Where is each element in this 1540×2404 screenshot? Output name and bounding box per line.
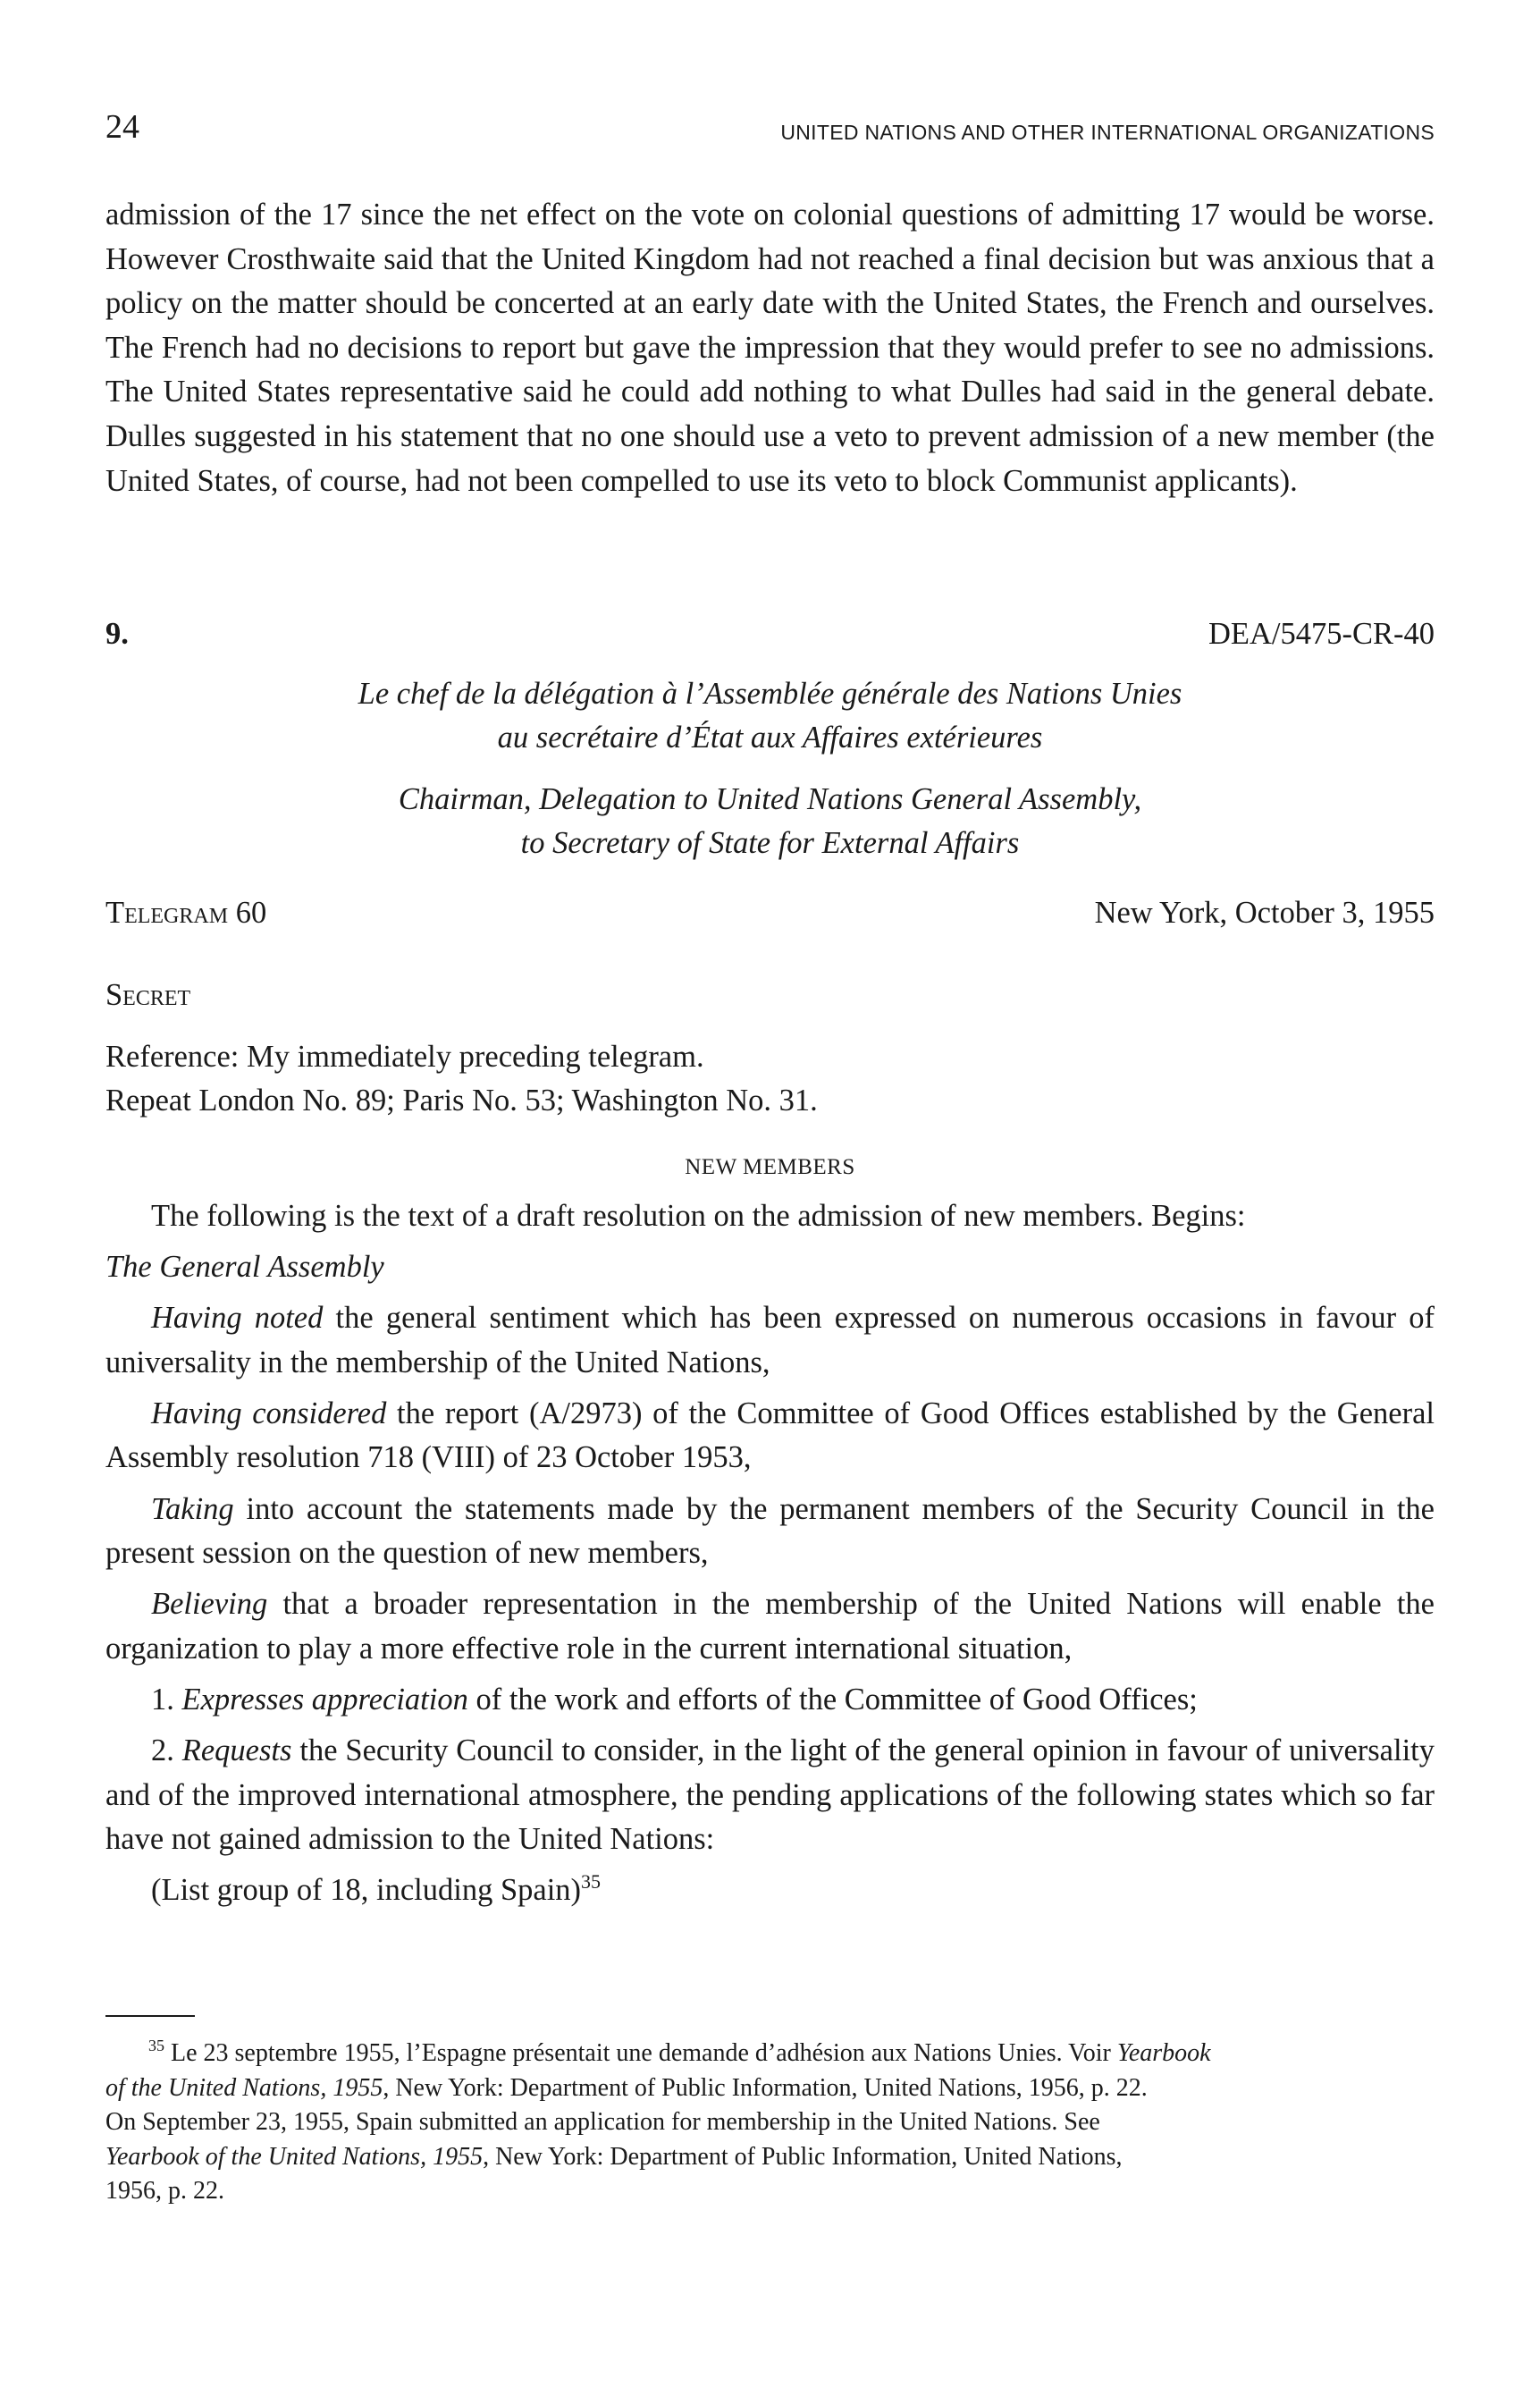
page-header [105,100,1435,154]
draft-resolution [105,1194,1435,1919]
footnote-text: Le 23 septembre 1955, l’Espagne présentait une demande d’adhésion aux Nations Unies. Voir [164,2039,1117,2067]
telegram-label: Telegram 60 [105,896,267,930]
operative-text: of the work and efforts of the Committee of Good Offices; [467,1682,1198,1717]
english-addressee-line-2: to Secretary of State for External Affairs [520,826,1020,860]
reference-block [105,1035,818,1123]
footnote-title: Yearbook of the United Nations, 1955 [105,2142,484,2171]
clause-lead: Taking [151,1491,234,1526]
repeat-line: Repeat London No. 89; Paris No. 53; Washington No. 31. [105,1084,818,1118]
clause-lead: Having considered [151,1396,387,1430]
footnote-line [105,2140,1435,2175]
resolution-intro: The following is the text of a draft resolution on the admission of new members. Begins: [151,1199,1246,1233]
continuation-paragraph: admission of the 17 since the net effect on the vote on colonial questions of admitting 17 would be worse. However Crosthwaite said that the United Kingdom had not reached a final decision but was anxious that a policy on the matter should be concerted at an early date with the United States, the French and ourselves. The French had no decisions to report but gave the impression that they would prefer to see no admissions. The United States representative said he could add nothing to what Dulles had said in the general debate. Dulles suggested in his statement that no one should use a veto to prevent admission of a new member (the United States, of course, had not been compelled to use its veto to block Communist applicants). [105,198,1435,498]
footnote-line [105,2071,1435,2106]
footnote-reference[interactable]: 35 [581,1870,602,1894]
page-number: 24 [105,108,139,146]
operative-clause [105,1729,1435,1862]
continuation-text [105,193,1435,503]
document-heading-row [105,612,1435,656]
reference-line: Reference: My immediately preceding telegram. [105,1040,704,1074]
operative-lead: Requests [181,1733,292,1768]
document-number: 9. [105,617,129,651]
french-addressee-line-2: au secrétaire d’État aux Affaires extérieures [497,721,1043,755]
footnote-title: Yearbook [1116,2039,1211,2067]
footnote-text: , New York: Department of Public Information, United Nations, [483,2142,1123,2171]
preamble-clause [105,1296,1435,1385]
clause-text: that a broader representation in the membership of the United Nations will enable the organization to play a more effective role in the current international situation, [105,1587,1435,1666]
operative-lead: Expresses appreciation [181,1682,468,1717]
footnote-35 [105,2037,1435,2209]
preamble-clause [105,1392,1435,1480]
preamble-clause [105,1488,1435,1576]
footnote-text: , New York: Department of Public Information, United Nations, 1956, p. 22. [383,2073,1148,2102]
running-title: UNITED NATIONS AND OTHER INTERNATIONAL ORGANIZATIONS [780,121,1435,144]
dateline: New York, October 3, 1955 [1094,896,1435,930]
clause-text: the general sentiment which has been expressed on numerous occasions in favour of universality in the membership of the United Nations, [105,1301,1435,1379]
clause-lead: Having noted [151,1301,324,1336]
footnote-marker: 35 [148,2037,164,2054]
operative-clause [105,1678,1435,1723]
footnote-line: On September 23, 1955, Spain submitted an application for membership in the United Nations. See [105,2108,1100,2136]
english-addressee-line-1: Chairman, Delegation to United Nations General Assembly, [398,782,1142,816]
footnote-line [105,2037,1435,2071]
resolution-title [105,1245,1435,1290]
footnote-rule [105,2015,195,2017]
telegram-row [105,890,1435,935]
operative-text: the Security Council to consider, in the light of the general opinion in favour of universality and of the improved international atmosphere, the pending applications of the following states which so far have not gained admission to the United Nations: [105,1733,1435,1857]
file-reference: DEA/5475-CR-40 [1208,617,1435,651]
classification-label: Secret [105,978,191,1012]
operative-number: 1. [151,1682,182,1717]
resolution-title-text: The General Assembly [105,1250,384,1285]
clause-text: into account the statements made by the permanent members of the Security Council in the present session on the question of new members, [105,1491,1435,1571]
footnote-title: of the United Nations, 1955 [105,2073,383,2102]
clause-text: the report (A/2973) of the Committee of Good Offices established by the General Assembly resolution 718 (VIII) of 23 October 1953, [105,1396,1435,1475]
list-note-text: (List group of 18, including Spain) [151,1873,582,1908]
footnote-line: 1956, p. 22. [105,2177,224,2205]
list-note [105,1868,1435,1913]
operative-number: 2. [151,1733,182,1768]
preamble-clause [105,1582,1435,1671]
subject-heading: NEW MEMBERS [685,1155,855,1179]
english-addressee-block [105,778,1435,865]
french-addressee-block [105,672,1435,760]
clause-lead: Believing [151,1587,268,1622]
french-addressee-line-1: Le chef de la délégation à l’Assemblée générale des Nations Unies [358,677,1182,711]
